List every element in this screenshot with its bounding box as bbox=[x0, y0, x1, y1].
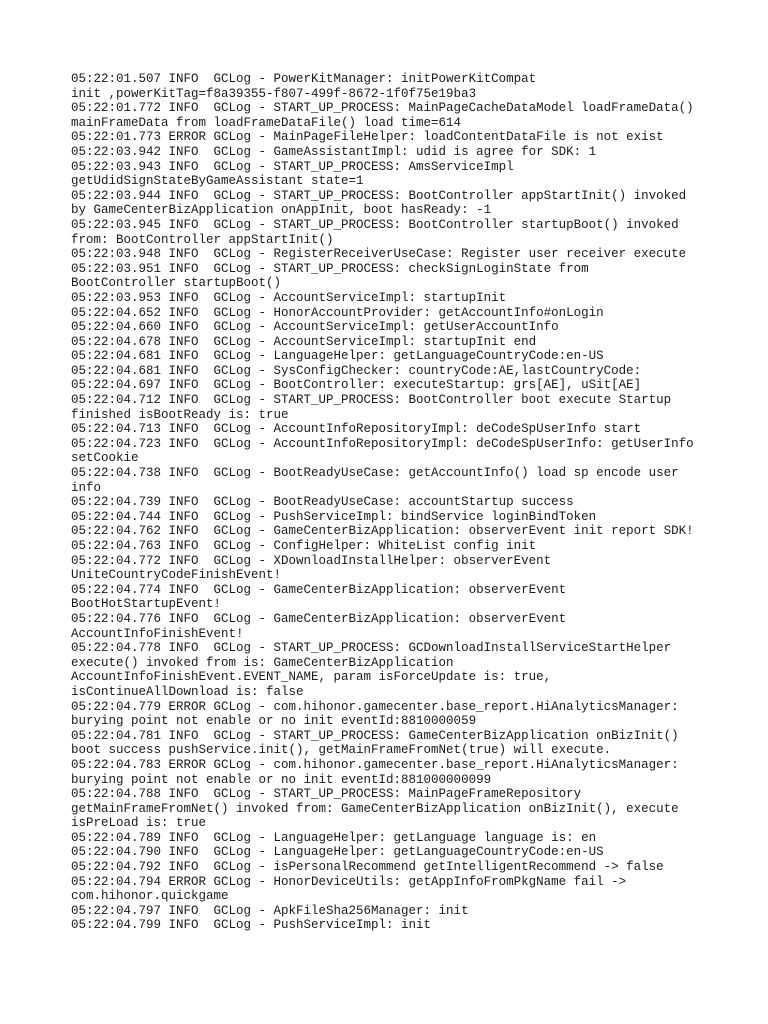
log-line: AccountInfoFinishEvent.EVENT_NAME, param isForceUpdate is: true, bbox=[71, 670, 552, 685]
log-line: 05:22:01.773 ERROR GCLog - MainPageFileHelper: loadContentDataFile is not exist bbox=[71, 130, 664, 145]
log-line: 05:22:04.789 INFO GCLog - LanguageHelper: getLanguage language is: en bbox=[71, 830, 597, 845]
log-line: BootHotStartupEvent! bbox=[71, 597, 222, 612]
log-line: 05:22:04.778 INFO GCLog - START_UP_PROCESS: GCDownloadInstallServiceStartHelper bbox=[71, 641, 672, 656]
log-line: 05:22:04.681 INFO GCLog - SysConfigChecker: countryCode:AE,lastCountryCode: bbox=[71, 363, 642, 378]
log-line: info bbox=[71, 480, 102, 495]
log-line: 05:22:04.739 INFO GCLog - BootReadyUseCase: accountStartup success bbox=[71, 495, 574, 510]
log-line: boot success pushService.init(), getMainFrameFromNet(true) will execute. bbox=[71, 743, 612, 758]
log-line: 05:22:04.792 INFO GCLog - isPersonalRecommend getIntelligentRecommend -> false bbox=[71, 860, 664, 875]
log-line: isPreLoad is: true bbox=[71, 816, 207, 831]
log-line: from: BootController appStartInit() bbox=[71, 232, 334, 247]
log-line: 05:22:03.948 INFO GCLog - RegisterReceiverUseCase: Register user receiver execute bbox=[71, 247, 687, 262]
log-line: 05:22:04.776 INFO GCLog - GameCenterBizApplication: observerEvent bbox=[71, 611, 567, 626]
log-line: 05:22:04.681 INFO GCLog - LanguageHelper: getLanguageCountryCode:en-US bbox=[71, 349, 604, 364]
log-line: com.hihonor.quickgame bbox=[71, 889, 229, 904]
log-line: 05:22:04.697 INFO GCLog - BootController: executeStartup: grs[AE], uSit[AE] bbox=[71, 378, 642, 393]
log-line: UniteCountryCodeFinishEvent! bbox=[71, 568, 282, 583]
log-line: getUdidSignStateByGameAssistant state=1 bbox=[71, 174, 364, 189]
log-line: 05:22:04.738 INFO GCLog - BootReadyUseCase: getAccountInfo() load sp encode user bbox=[71, 466, 679, 481]
log-line: setCookie bbox=[71, 451, 139, 466]
log-line: burying point not enable or no init eventId:881000000099 bbox=[71, 772, 492, 787]
log-line: 05:22:04.781 INFO GCLog - START_UP_PROCESS: GameCenterBizApplication onBizInit() bbox=[71, 728, 679, 743]
log-line: 05:22:03.953 INFO GCLog - AccountServiceImpl: startupInit bbox=[71, 290, 507, 305]
log-line: 05:22:03.943 INFO GCLog - START_UP_PROCESS: AmsServiceImpl bbox=[71, 159, 514, 174]
log-line: 05:22:04.712 INFO GCLog - START_UP_PROCESS: BootController boot execute Startup bbox=[71, 393, 672, 408]
log-line: 05:22:04.762 INFO GCLog - GameCenterBizApplication: observerEvent init report SDK! bbox=[71, 524, 694, 539]
log-line: 05:22:03.944 INFO GCLog - START_UP_PROCESS: BootController appStartInit() invoked bbox=[71, 188, 687, 203]
log-line: 05:22:04.797 INFO GCLog - ApkFileSha256Manager: init bbox=[71, 903, 469, 918]
log-line: 05:22:04.660 INFO GCLog - AccountServiceImpl: getUserAccountInfo bbox=[71, 320, 559, 335]
log-line: 05:22:03.951 INFO GCLog - START_UP_PROCESS: checkSignLoginState from bbox=[71, 261, 589, 276]
log-line: 05:22:04.652 INFO GCLog - HonorAccountProvider: getAccountInfo#onLogin bbox=[71, 305, 604, 320]
log-line: 05:22:03.945 INFO GCLog - START_UP_PROCESS: BootController startupBoot() invoked bbox=[71, 217, 679, 232]
log-line: finished isBootReady is: true bbox=[71, 407, 289, 422]
log-line: 05:22:04.794 ERROR GCLog - HonorDeviceUtils: getAppInfoFromPkgName fail -> bbox=[71, 874, 627, 889]
log-line: 05:22:04.799 INFO GCLog - PushServiceImpl: init bbox=[71, 918, 432, 933]
log-line: 05:22:04.744 INFO GCLog - PushServiceImpl: bindService loginBindToken bbox=[71, 509, 597, 524]
log-line: isContinueAllDownload is: false bbox=[71, 684, 304, 699]
log-line: 05:22:04.678 INFO GCLog - AccountServiceImpl: startupInit end bbox=[71, 334, 537, 349]
log-line: 05:22:04.772 INFO GCLog - XDownloadInstallHelper: observerEvent bbox=[71, 553, 552, 568]
log-line: 05:22:04.723 INFO GCLog - AccountInfoRepositoryImpl: deCodeSpUserInfo: getUserInfo bbox=[71, 436, 694, 451]
log-line: getMainFrameFromNet() invoked from: GameCenterBizApplication onBizInit(), execute bbox=[71, 801, 679, 816]
log-line: mainFrameData from loadFrameDataFile() load time=614 bbox=[71, 115, 462, 130]
log-line: 05:22:01.507 INFO GCLog - PowerKitManager: initPowerKitCompat bbox=[71, 72, 537, 86]
log-line: burying point not enable or no init eventId:8810000059 bbox=[71, 714, 477, 729]
log-line: 05:22:04.774 INFO GCLog - GameCenterBizApplication: observerEvent bbox=[71, 582, 567, 597]
log-line: BootController startupBoot() bbox=[71, 276, 282, 291]
log-text-block bbox=[71, 72, 711, 933]
log-line: 05:22:04.783 ERROR GCLog - com.hihonor.gamecenter.base_report.HiAnalyticsManager: bbox=[71, 757, 679, 772]
log-line: 05:22:04.779 ERROR GCLog - com.hihonor.gamecenter.base_report.HiAnalyticsManager: bbox=[71, 699, 679, 714]
log-line: 05:22:01.772 INFO GCLog - START_UP_PROCESS: MainPageCacheDataModel loadFrameData() bbox=[71, 101, 694, 116]
log-line: AccountInfoFinishEvent! bbox=[71, 626, 244, 641]
log-line: 05:22:04.763 INFO GCLog - ConfigHelper: WhiteList config init bbox=[71, 539, 537, 553]
log-line: 05:22:04.713 INFO GCLog - AccountInfoRepositoryImpl: deCodeSpUserInfo start bbox=[71, 422, 642, 437]
log-line: by GameCenterBizApplication onAppInit, boot hasReady: -1 bbox=[71, 203, 492, 218]
log-line: 05:22:04.788 INFO GCLog - START_UP_PROCESS: MainPageFrameRepository bbox=[71, 787, 582, 802]
log-line: execute() invoked from is: GameCenterBizApplication bbox=[71, 655, 454, 670]
log-line: init ,powerKitTag=f8a39355-f807-499f-8672-1f0f75e19ba3 bbox=[71, 86, 477, 101]
log-line: 05:22:04.790 INFO GCLog - LanguageHelper: getLanguageCountryCode:en-US bbox=[71, 845, 604, 860]
log-line: 05:22:03.942 INFO GCLog - GameAssistantImpl: udid is agree for SDK: 1 bbox=[71, 144, 597, 159]
